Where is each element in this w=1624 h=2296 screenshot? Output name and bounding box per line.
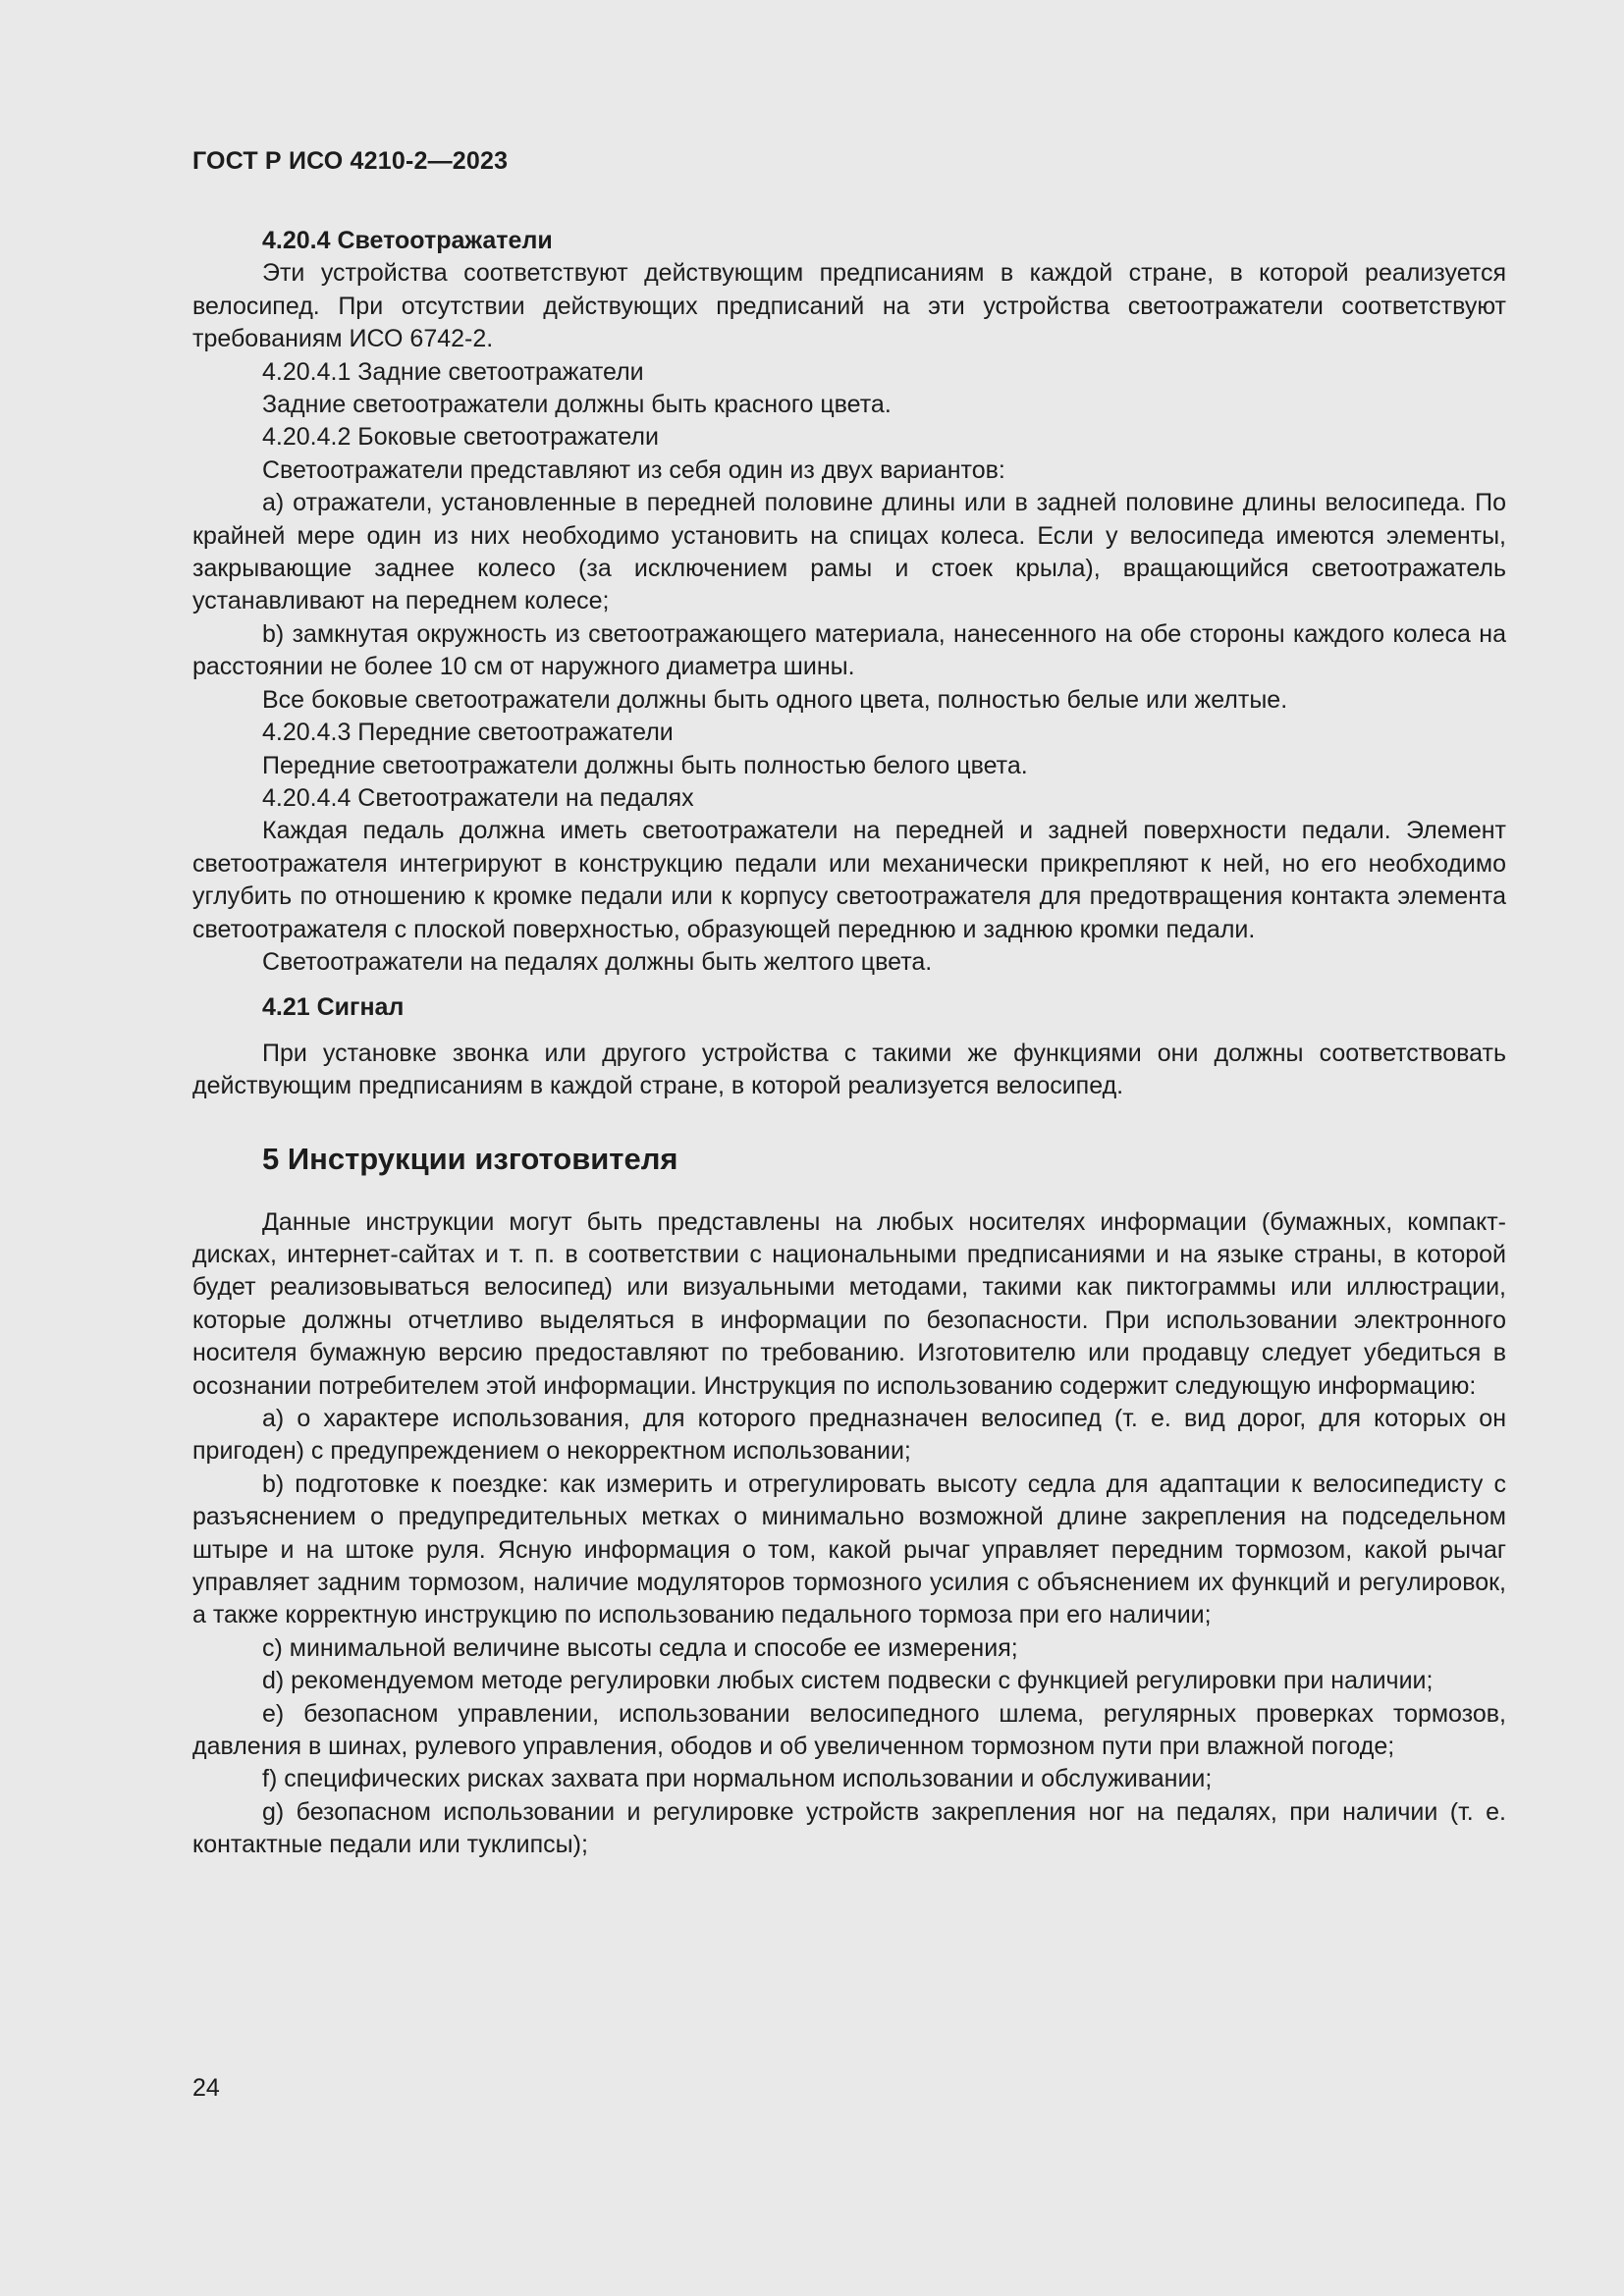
paragraph: Светоотражатели представляют из себя один из двух вариантов: <box>262 455 1005 484</box>
section-heading-4-21: 4.21 Сигнал <box>262 993 405 1022</box>
paragraph: Каждая педаль должна иметь светоотражатели на передней и задней поверхности педали. Элемент светоотражателя интегрируют в конструкцию педали или механически прикрепляют к ней, но его необходимо углубить по отношению к кромке педали или к корпусу светоотражателя для предотвращения контакта элемента светоотражателя с плоской поверхностью, образующей переднюю и заднюю кромки педали. <box>192 817 1506 943</box>
paragraph: При установке звонка или другого устройства с такими же функциями они должны соответствовать действующим предписаниям в каждой стране, в которой реализуется велосипед. <box>192 1039 1506 1100</box>
subsection-title: 4.20.4.3 Передние светоотражатели <box>262 719 674 747</box>
list-item: a) отражатели, установленные в передней половине длины или в задней половине длины велосипеда. По крайней мере один из них необходимо установить на спицах колеса. Если у велосипеда имеются элементы, закрывающие заднее колесо (за исключением рамы и стоек крыла), вращающийся светоотражатель устанавливают на переднем колесе; <box>192 489 1506 615</box>
list-item: a) о характере использования, для которого предназначен велосипед (т. е. вид дорог, для которых он пригоден) с предупреждением о некорректном использовании; <box>192 1405 1506 1466</box>
list-item: b) замкнутая окружность из светоотражающего материала, нанесенного на обе стороны каждого колеса на расстоянии не более 10 см от наружного диаметра шины. <box>192 619 1506 681</box>
paragraph: Эти устройства соответствуют действующим предписаниям в каждой стране, в которой реализуется велосипед. При отсутствии действующих предписаний на эти устройства светоотражатели соответствуют требованиям ИСО 6742-2. <box>192 259 1506 353</box>
section-heading-5: 5 Инструкции изготовителя <box>262 1141 678 1176</box>
list-item: e) безопасном управлении, использовании велосипедного шлема, регулярных проверках тормозов, давления в шинах, рулевого управления, ободов и об увеличенном тормозном пути при влажной погоде; <box>192 1699 1506 1761</box>
page-number: 24 <box>192 2074 220 2102</box>
paragraph: Данные инструкции могут быть представлены на любых носителях информации (бумажных, компакт-дисках, интернет-сайтах и т. п. в соответствии с национальными предписаниями и на языке страны, в которой будет реализовываться велосипед) или визуальными методами, такими как пиктограммы или иллюстрации, которые должны отчетливо выделяться в информации по безопасности. При использовании электронного носителя бумажную версию предоставляют по требованию. Изготовителю или продавцу следует убедиться в осознании потребителем этой информации. Инструкция по использованию содержит следующую информацию: <box>192 1207 1506 1400</box>
subsection-title: 4.20.4.1 Задние светоотражатели <box>262 357 644 386</box>
document-header: ГОСТ Р ИСО 4210-2—2023 <box>192 147 509 175</box>
paragraph: Задние светоотражатели должны быть красного цвета. <box>262 391 892 419</box>
page-content <box>192 225 1506 1862</box>
list-item: g) безопасном использовании и регулировке устройств закрепления ног на педалях, при наличии (т. е. контактные педали или туклипсы); <box>192 1797 1506 1859</box>
list-item: f) специфических рисках захвата при нормальном использовании и обслуживании; <box>262 1765 1213 1793</box>
paragraph: Передние светоотражатели должны быть полностью белого цвета. <box>262 751 1028 779</box>
list-item: c) минимальной величине высоты седла и способе ее измерения; <box>262 1633 1018 1662</box>
paragraph: Светоотражатели на педалях должны быть желтого цвета. <box>262 947 933 976</box>
section-heading-4-20-4: 4.20.4 Светоотражатели <box>262 227 553 254</box>
paragraph: Все боковые светоотражатели должны быть одного цвета, полностью белые или желтые. <box>262 685 1288 714</box>
list-item: d) рекомендуемом методе регулировки любых систем подвески с функцией регулировки при наличии; <box>262 1667 1434 1695</box>
subsection-title: 4.20.4.2 Боковые светоотражатели <box>262 423 659 452</box>
list-item: b) подготовке к поездке: как измерить и отрегулировать высоту седла для адаптации к велосипедисту с разъяснением о предупредительных метках о минимально возможной длине закрепления на подседельном штыре и на штоке руля. Ясную информация о том, какой рычаг управляет передним тормозом, какой рычаг управляет задним тормозом, наличие модуляторов тормозного усилия с объяснением их функций и регулировок, а также корректную инструкцию по использованию педального тормоза при его наличии; <box>192 1469 1506 1629</box>
subsection-title: 4.20.4.4 Светоотражатели на педалях <box>262 783 694 812</box>
